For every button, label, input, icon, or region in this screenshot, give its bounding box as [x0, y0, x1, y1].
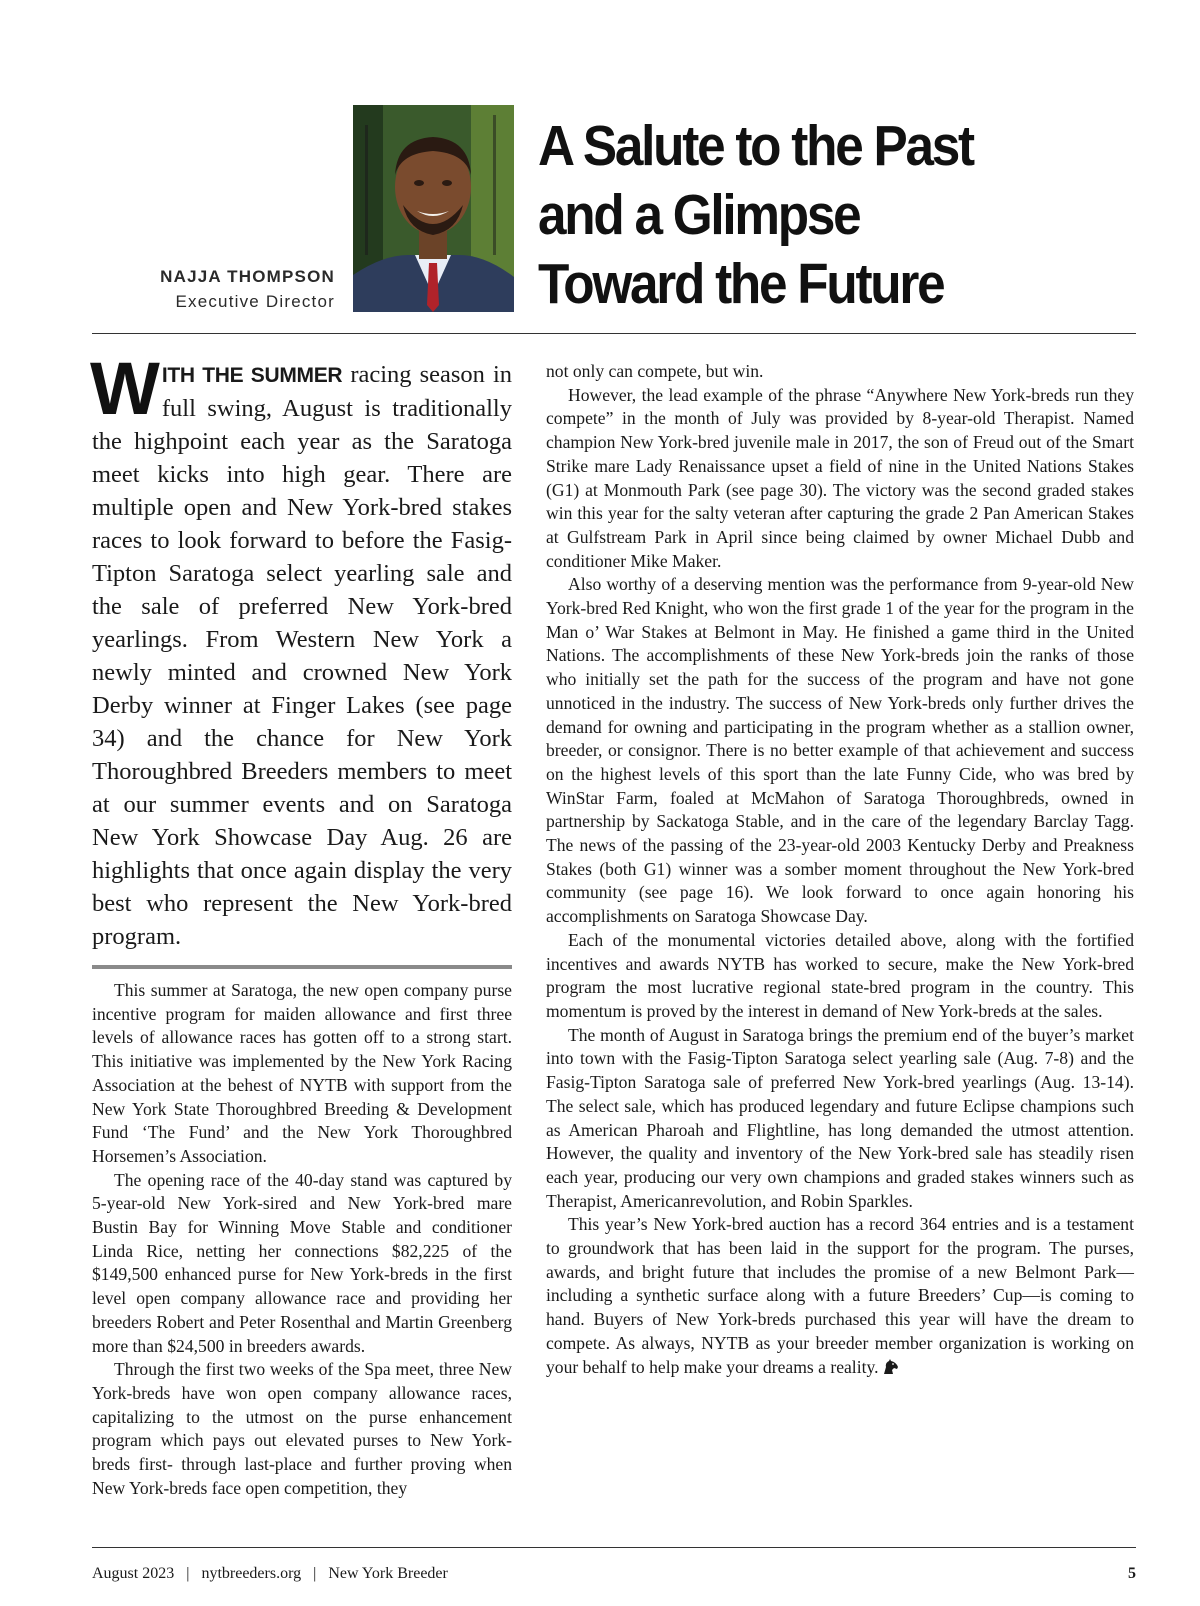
headline-line: and a Glimpse [538, 183, 860, 247]
lede-paragraph [90, 347, 512, 953]
right-column [546, 360, 1134, 1379]
closing-text: This year’s New York-bred auction has a record 364 entries and is a testament to groundwork that has been laid in the support for the program. The purses, awards, and bright future that includes the promise of a new Belmont Park—including a synthetic surface along with a future Breeders’ Cup—is coming to hand. Buyers of New York-breds purchased this year will have the dream to compete. As always, NYTB as your breeder member organization is working on your behalf to help make your dreams a reality. [546, 1214, 1134, 1377]
footer-date: August 2023 [92, 1565, 175, 1582]
author-portrait-photo [353, 105, 514, 312]
left-body-text [92, 979, 512, 1500]
body-paragraph: Also worthy of a deserving mention was the performance from 9-year-old New York-bred Red Knight, who won the first grade 1 of the year for the program in the Man o’ War Stakes at Belmont in May. He finished a game third in the United Nations. The accomplishments of these New York-breds join the ranks of those who initially set the path for the success of the program and have not gone unnoticed in the industry. The success of New York-breds only further drives the demand for owning and participating in the program whether as a stallion owner, breeder, or consignor. There is no better example of that achievement and success on the highest levels of this sport than the late Funny Cide, who was bred by WinStar Farm, foaled at McMahon of Saratoga Thoroughbreds, owned in partnership by Sackatoga Stable, and in the care of the legendary Barclay Tagg. The news of the passing of the 23-year-old 2003 Kentucky Derby and Preakness Stakes (both G1) winner was a somber moment throughout the New York-bred community (see page 16). We look forward to once again honoring his accomplishments on Saratoga Showcase Day. [546, 574, 1134, 927]
headline-line: A Salute to the Past [538, 114, 973, 178]
closing-paragraph [546, 1213, 1134, 1379]
body-paragraph: The month of August in Saratoga brings the premium end of the buyer’s market into town with the Fasig-Tipton Saratoga select yearling sale (Aug. 7-8) and the Fasig-Tipton Saratoga sale of preferred New York-bred yearlings (Aug. 13-14). The select sale, which has produced legendary and future Eclipse champions such as American Pharoah and Flightline, has long demanded the utmost attention. However, the quality and inventory of the New York-bred sale has steadily risen each year, producing our very own champions and graded stakes winners such as Therapist, Americanrevolution, and Robin Sparkles. [546, 1024, 1134, 1211]
footer-separator: | [313, 1565, 317, 1582]
lede-lead-in: ITH THE SUMMER [161, 364, 343, 387]
body-paragraph: not only can compete, but win. [546, 361, 764, 381]
lede-text: racing season in full swing, August is traditionally the highpoint each year as the Saratoga meet kicks into high gear. There are multiple open and New York-bred stakes races to look forward to before the Fasig-Tipton Saratoga select yearling sale and the sale of preferred New York-bred yearlings. From Western New York a newly minted and crowned New York Derby winner at Finger Lakes (see page 34) and the chance for New York Thoroughbred Breeders members to meet at our summer events and on Saratoga New York Showcase Day Aug. 26 are highlights that once again display the very best who represent the New York-bred program. [92, 361, 512, 950]
author-role: Executive Director [175, 292, 335, 311]
lede-divider [92, 965, 512, 969]
footer-site: nytbreeders.org [201, 1565, 302, 1582]
footer-separator: | [186, 1565, 190, 1582]
drop-cap: W [90, 347, 158, 430]
body-paragraph: This summer at Saratoga, the new open company purse incentive program for maiden allowance and first three levels of allowance races has gotten off to a strong start. This initiative was implemented by the New York Racing Association at the behest of NYTB with support from the New York State Thoroughbred Breeding & Development Fund ‘The Fund’ and the New York Thoroughbred Horsemen’s Association. [92, 980, 512, 1166]
footer-publication: New York Breeder [328, 1565, 448, 1582]
body-paragraph: The opening race of the 40-day stand was captured by 5-year-old New York-sired and New York-bred mare Bustin Bay for Winning Move Stable and conditioner Linda Rice, netting her connections $82,225 of the $149,500 enhanced purse for New York-breds in the first level open company allowance race and providing her breeders Robert and Peter Rosenthal and Martin Greenberg more than $24,500 in breeders awards. [92, 1169, 512, 1356]
body-paragraph: Through the first two weeks of the Spa meet, three New York-breds have won open company allowance races, capitalizing to the utmost on the purse enhancement program which pays out elevated purses to New York-breds first- through last-place and further proving when New York-breds face open competition, they [92, 1359, 512, 1498]
body-paragraph: Each of the monumental victories detailed above, along with the fortified incentives and awards NYTB has worked to secure, make the New York-bred program the most lucrative regional state-bred program in the country. This momentum is proved by the interest in demand of New York-breds at the sales. [546, 929, 1134, 1021]
headline-line: Toward the Future [538, 252, 944, 316]
article-headline [538, 112, 1114, 319]
horse-head-icon [882, 1359, 899, 1374]
page-footer [92, 1565, 448, 1583]
author-name: NAJJA THOMPSON [160, 267, 335, 286]
header-divider [92, 333, 1136, 334]
body-paragraph: However, the lead example of the phrase “Anywhere New York-breds run they compete” in the month of July was provided by 8-year-old Therapist. Named champion New York-bred juvenile male in 2017, the son of Freud out of the Smart Strike mare Lady Renaissance upset a field of nine in the United Nations Stakes (G1) at Monmouth Park (see page 30). The victory was the second graded stakes win this year for the salty veteran after capturing the grade 2 Pan American Stakes at Gulfstream Park in April since being claimed by owner Michael Dubb and conditioner Mike Maker. [546, 384, 1134, 571]
left-column [90, 347, 512, 1500]
page-number: 5 [1128, 1565, 1136, 1582]
footer-divider [92, 1547, 1136, 1548]
